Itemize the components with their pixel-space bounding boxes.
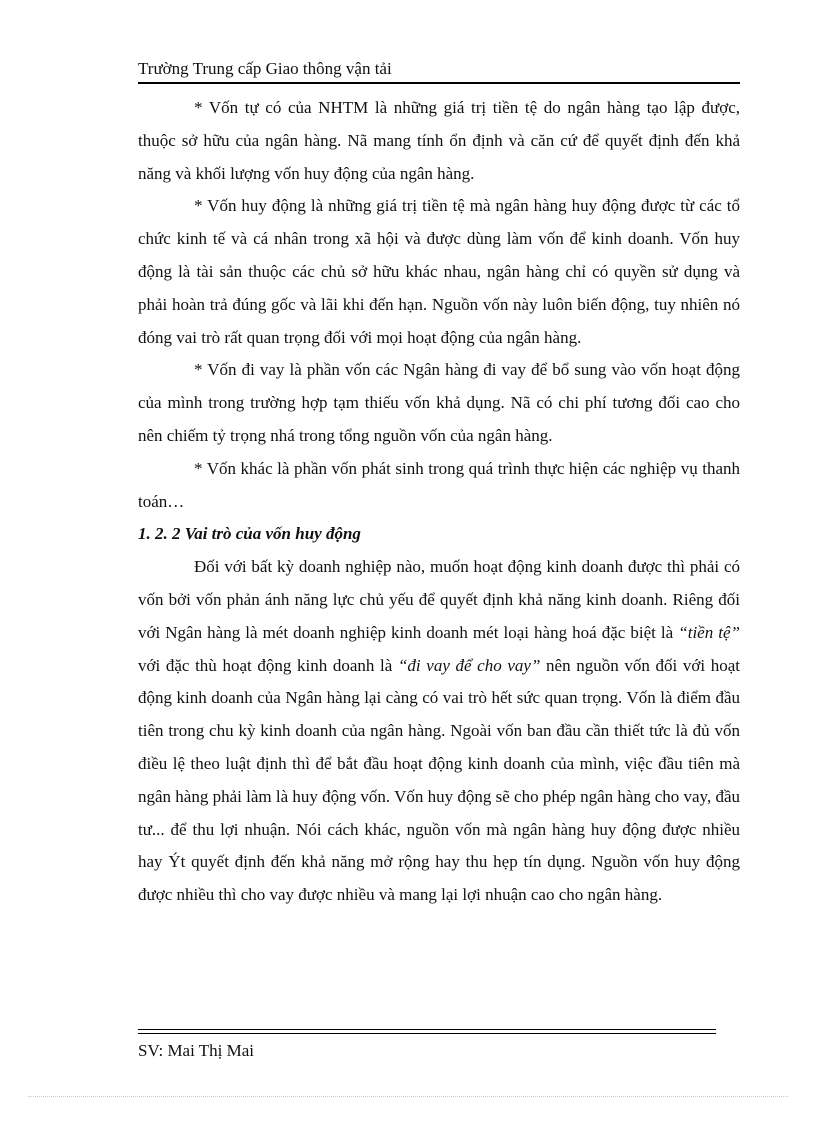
role-text-b: với đặc thù hoạt động kinh doanh là (138, 655, 398, 675)
page-bottom-border (28, 1096, 788, 1097)
role-emphasis-borrow-to-lend: “đi vay để cho vay” (397, 655, 541, 675)
paragraph-mobilized-capital: * Vốn huy động là những giá trị tiền tệ mà ngân hàng huy động được từ các tổ chức kinh tế và cá nhân trong xã hội và được dùng làm vốn để kinh doanh. Vốn huy động là tài sản thuộc các chủ sở hữu khác nhau, ngân hàng chỉ có quyền sử dụng và phải hoàn trả đúng gốc và lãi khi đến hạn. Nguồn vốn này luôn biến động, tuy nhiên nó đóng vai trò rất quan trọng đối với mọi hoạt động của ngân hàng. (138, 196, 740, 347)
role-text-c: nên nguồn vốn đối với hoạt động kinh doanh của Ngân hàng lại càng có vai trò hết sức quan trọng. Vốn là điểm đầu tiên trong chu kỳ kinh doanh của ngân hàng. Ngoài vốn ban đầu cần thiết tức là đủ vốn điều lệ theo luật định thì để bắt đầu hoạt động kinh doanh của mình, việc đầu tiên mà ngân hàng phải làm là huy động vốn. Vốn huy động sẽ cho phép ngân hàng cho vay, đầu tư... để thu lợi nhuận. Nói cách khác, nguồn vốn mà ngân hàng huy động được nhiều hay Ýt quyết định đến khả năng mở rộng hay thu hẹp tín dụng. Nguồn vốn huy động được nhiều thì cho vay được nhiều và mang lại lợi nhuận cao cho ngân hàng. (138, 655, 741, 905)
page-header (138, 56, 740, 84)
paragraph-own-capital: * Vốn tự có của NHTM là những giá trị tiền tệ do ngân hàng tạo lập được, thuộc sở hữu của ngân hàng. Nã mang tính ổn định và căn cứ để quyết định đến khả năng và khối lượng vốn huy động của ngân hàng. (138, 98, 740, 183)
header-title: Trường Trung cấp Giao thông vận tải (138, 59, 392, 78)
footer-author: SV: Mai Thị Mai (138, 1041, 255, 1060)
paragraph-role-of-capital (138, 551, 740, 912)
page-footer (138, 1040, 254, 1062)
paragraph-borrowed-capital: * Vốn đi vay là phần vốn các Ngân hàng đi vay để bổ sung vào vốn hoạt động của mình trong trường hợp tạm thiếu vốn khả dụng. Nã có chi phí tương đối cao cho nên chiếm tỷ trọng nhá trong tổng nguồn vốn của ngân hàng. (138, 360, 740, 445)
section-heading: 1. 2. 2 Vai trò của vốn huy động (138, 524, 361, 544)
footer-divider (138, 1029, 716, 1034)
role-emphasis-currency: “tiền tệ” (678, 622, 740, 642)
document-body (138, 92, 740, 912)
paragraph-other-capital: * Vốn khác là phần vốn phát sinh trong quá trình thực hiện các nghiệp vụ thanh toán… (138, 458, 740, 511)
role-text-a: Đối với bất kỳ doanh nghiệp nào, muốn hoạt động kinh doanh được thì phải có vốn bởi vốn phản ánh năng lực chủ yếu để quyết định khả năng kinh doanh. Riêng đối với Ngân hàng là mét doanh nghiệp kinh doanh mét loại hàng hoá đặc biệt là (138, 557, 740, 642)
